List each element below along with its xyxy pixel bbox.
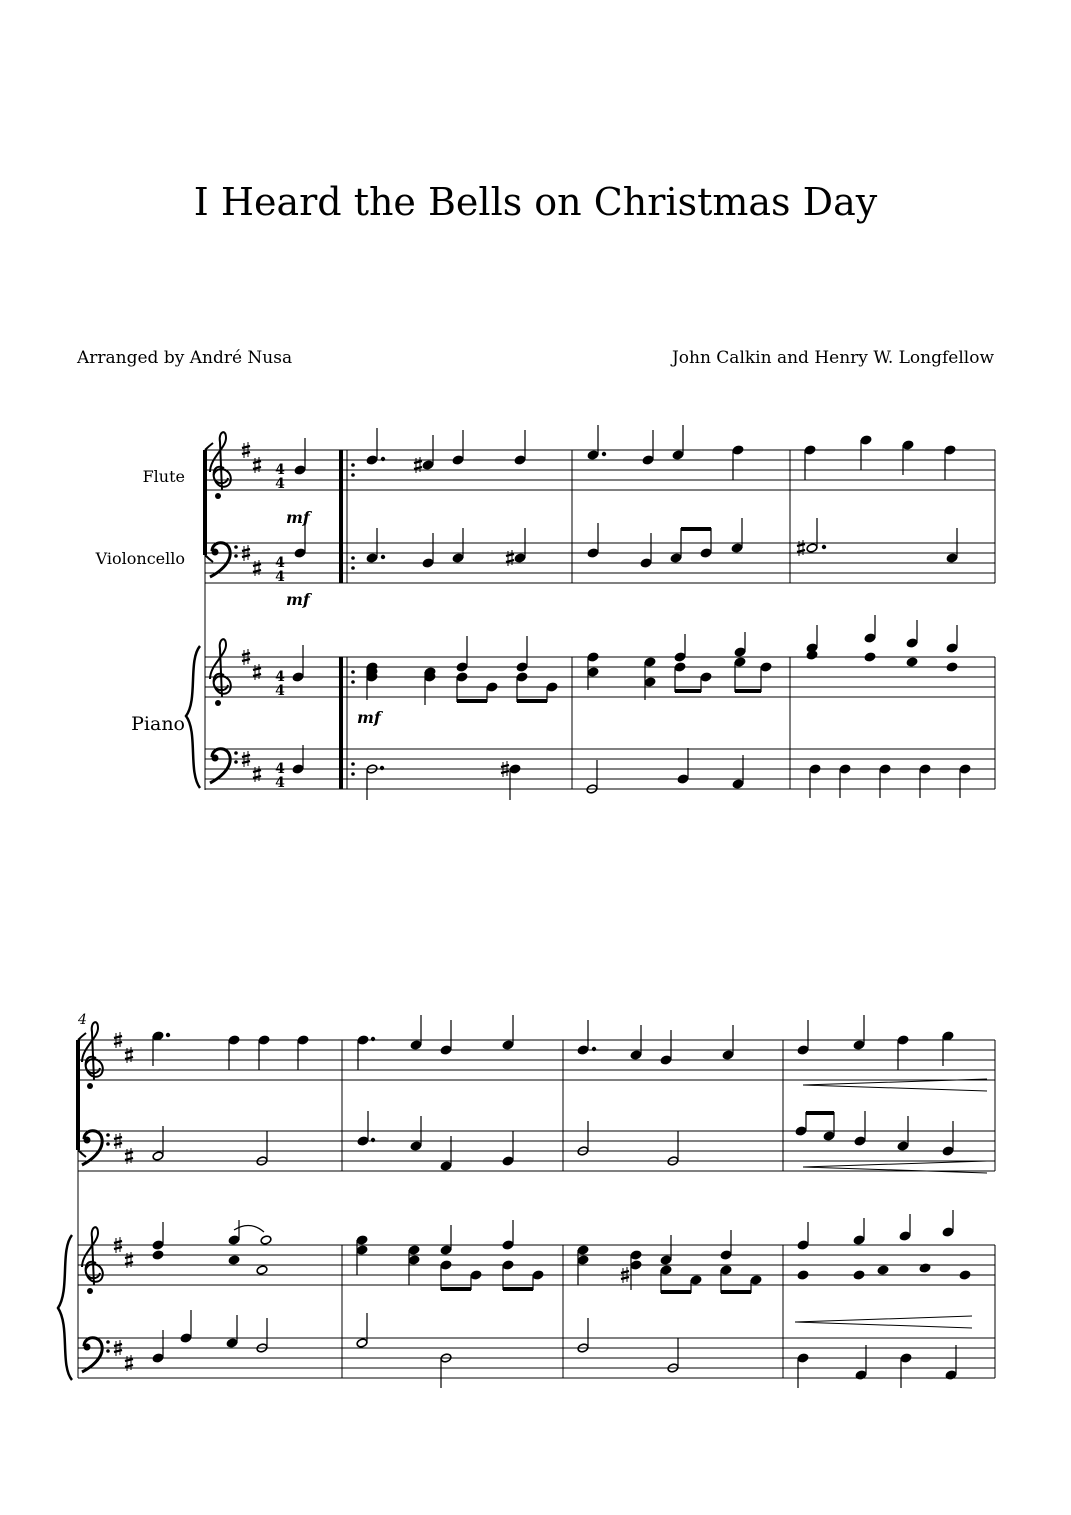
time-sig-top: 4	[275, 761, 285, 777]
time-sig-top: 4	[275, 555, 285, 571]
time-sig-top: 4	[275, 462, 285, 478]
system-2	[58, 1012, 995, 1388]
time-sig-bottom: 4	[275, 683, 285, 699]
arranger-credit: Arranged by André Nusa	[77, 348, 293, 368]
cello-notes	[152, 1111, 987, 1173]
repeat-barline	[341, 450, 355, 789]
flute-label: Flute	[142, 467, 185, 486]
piano-lh-notes	[292, 745, 971, 800]
dynamic-mf: mf	[357, 708, 381, 727]
piano-label: Piano	[131, 713, 185, 735]
dynamic-mf: mf	[286, 590, 310, 609]
piano-brace	[186, 646, 200, 788]
time-sig-bottom: 4	[275, 775, 285, 791]
crescendo-hairpin	[803, 1079, 987, 1091]
cello-label: Violoncello	[95, 549, 185, 568]
piano-rh-notes	[152, 1210, 972, 1328]
composer-credit: John Calkin and Henry W. Longfellow	[671, 348, 994, 368]
time-sig-bottom: 4	[275, 476, 285, 492]
piano-rh-notes	[292, 615, 958, 705]
piano-lh-notes	[152, 1310, 957, 1388]
time-sig-top: 4	[275, 669, 285, 685]
measure-number: 4	[78, 1012, 87, 1028]
crescendo-hairpin	[795, 1316, 972, 1328]
page-title: I Heard the Bells on Christmas Day	[193, 180, 878, 224]
flute-notes	[294, 425, 956, 480]
system-1	[95, 425, 995, 800]
time-sig-bottom: 4	[275, 569, 285, 585]
dynamic-mf: mf	[286, 508, 310, 527]
piano-brace	[58, 1235, 72, 1380]
